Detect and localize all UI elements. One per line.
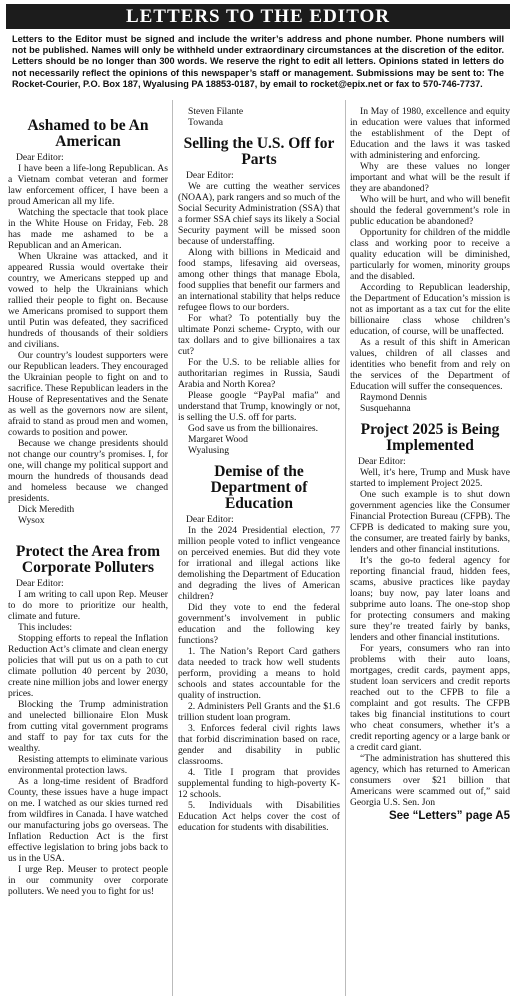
paragraph: Resisting attempts to eliminate various environmental protection laws. (8, 754, 168, 776)
signature-name: Dick Meredith (18, 504, 75, 515)
salutation: Dear Editor: (16, 152, 64, 163)
column-rule (345, 100, 346, 996)
submission-guidelines: Letters to the Editor must be signed and include the writer’s address and phone number. Phone numbers will not be published. Names will only be withheld under extraordinary circumstances at the discretion of the editor. Letters should be no longer than 300 words. We reserve the right to edit all letters. Opinions stated in letters do not necessarily reflect the opinions of this newspaper’s staff or management. Submissions may be sent to: The Rocket-Courier, P.O. Box 187, Wyalusing PA 18853-0187, by email to rocket@epix.net or fax to 570-746-7737. (12, 34, 504, 89)
paragraph: 5. Individuals with Disabilities Education Act helps cover the cost of education for students with disabilities. (178, 800, 340, 833)
signature-name: Steven Filante (188, 106, 244, 117)
column-3 (350, 106, 510, 822)
letter-headline: Project 2025 is Being Implemented (360, 421, 500, 454)
paragraph: I urge Rep. Meuser to protect people in our community over corporate polluters. We need you to fight for us! (8, 864, 168, 897)
paragraph: 3. Enforces federal civil rights laws that forbid discrimination based on race, gender and disability in public classrooms. (178, 723, 340, 767)
paragraph: It’s the go-to federal agency for reporting financial fraud, hidden fees, scams, abusive practices like payday loans; buy now, pay later loans and subprime auto loans. The one-stop shop for protecting consumers and making sure they’re treated fairly by banks, lenders and other financial institutions. (350, 555, 510, 643)
paragraph: 2. Administers Pell Grants and the $1.6 trillion student loan program. (178, 701, 340, 723)
paragraph: Did they vote to end the federal government’s involvement in public education and the following key functions? (178, 602, 340, 646)
paragraph: God save us from the billionaires. (188, 423, 319, 434)
letter-ashamed (8, 118, 168, 526)
salutation: Dear Editor: (186, 514, 234, 525)
paragraph: Stopping efforts to repeal the Inflation Reduction Act’s climate and clean energy policies that will put us on a path to cut climate pollution 40 percent by 2030, create nine million jobs and lower energy prices. (8, 633, 168, 699)
paragraph: I have been a life-long Republican. As a Vietnam combat veteran and former law enforcement officer, I have been a proud American all my life. (8, 163, 168, 207)
section-banner: LETTERS TO THE EDITOR (6, 4, 510, 29)
paragraph: We are cutting the weather services (NOAA), park rangers and so much of the Social Security Administration (SSA) that a former SSA chief says its likely a Social Security payment will be missed soon because of understaffing. (178, 181, 340, 247)
paragraph: In the 2024 Presidential election, 77 million people voted to inflict vengeance on perceived enemies. But did they vote for irrational and illegal actions like demolishing the Department of Education and degrading the lives of American children? (178, 525, 340, 602)
continued-jump-line: See “Letters” page A5 (388, 810, 510, 822)
paragraph: Watching the spectacle that took place in the White House on Friday, Feb. 28 has made me ashamed to be a Republican and an American. (8, 207, 168, 251)
signature-town: Towanda (188, 117, 224, 128)
salutation: Dear Editor: (358, 456, 406, 467)
paragraph: For years, consumers who ran into problems with their auto loans, mortgages, credit cards, payment apps, student loan servicers and credit reports reached out to the CFPB to file a complaint and got results. The CFPB takes big financial institutions to court who cheat consumers, whether it’s a credit reporting agency or a large bank or a credit card giant. (350, 643, 510, 753)
paragraph: As a long-time resident of Bradford County, these issues have a huge impact on me. I watched as our skies turned red from wildfires in Canada. I have watched our manufacturing jobs go overseas. The Inflation Reduction Act is the first effective legislation to bring jobs back to us in the USA. (8, 776, 168, 864)
signature-town: Susquehanna (360, 403, 411, 414)
column-1 (8, 100, 168, 897)
paragraph: As a result of this shift in American values, children of all classes and identities who benefit from and rely on the services of the Department of Education will suffer the consequences. (350, 337, 510, 392)
column-2 (178, 106, 340, 833)
paragraph: “The administration has shuttered this agency, which has returned to American consumers over $21 billion that Americans were scammed out of,” said Georgia U.S. Sen. Jon (350, 753, 510, 808)
paragraph: Along with billions in Medicaid and food stamps, lifesaving aid overseas, among other things that manage Ebola, food supplies that benefit our farmers and an international stability that helps reduce refugee flows to our borders. (178, 247, 340, 313)
paragraph: For what? To potentially buy the ultimate Ponzi scheme- Crypto, with our tax dollars and to give billionaires a tax cut? (178, 313, 340, 357)
paragraph: 4. Title I program that provides supplemental funding to high-poverty K-12 schools. (178, 767, 340, 800)
paragraph: Blocking the Trump administration and unelected billionaire Elon Musk from cutting vital government programs and staff to pay for tax cuts for the wealthy. (8, 699, 168, 754)
paragraph: For the U.S. to be reliable allies for authoritarian regimes in Russia, Saudi Arabia and North Korea? (178, 357, 340, 390)
column-rule (172, 100, 173, 996)
paragraph: I am writing to call upon Rep. Meuser to do more to prioritize our health, climate and future. (8, 589, 168, 622)
letter-protect (8, 544, 168, 897)
letter-demise (178, 464, 340, 833)
paragraph: Our country’s loudest supporters were our Republican leaders. They encouraged the Ukrainian people to fight on and to sacrifice. These Republican leaders in the House of Representatives and the Senate as well as the governors now are silent, afraid to stand as proud men and women, cowards to position and power. (8, 350, 168, 438)
paragraph: Please google “PayPal mafia” and understand that Trump, knowingly or not, is selling the U.S. off for parts. (178, 390, 340, 423)
paragraph: In May of 1980, excellence and equity in education were values that informed the establishment of the Dept of Education and the laws it was tasked with administering and enforcing. (350, 106, 510, 161)
paragraph: Opportunity for children of the middle class and working poor to receive a quality education will be diminished, particularly for women, minority groups and the disabled. (350, 227, 510, 282)
letter-headline: Protect the Area from Corporate Polluters (15, 543, 161, 576)
paragraph: Who will be hurt, and who will benefit should the federal government’s role in public education be abandoned? (350, 194, 510, 227)
paragraph: Well, it’s here, Trump and Musk have started to implement Project 2025. (350, 467, 510, 489)
salutation: Dear Editor: (16, 578, 64, 589)
letter-selling (178, 136, 340, 456)
paragraph: Why are these values no longer important and what will be the result if they are abandoned? (350, 161, 510, 194)
signature-town: Wyalusing (188, 445, 229, 456)
salutation: Dear Editor: (186, 170, 234, 181)
letter-headline: Demise of the Department of Education (210, 463, 308, 512)
signature-town: Wysox (18, 515, 45, 526)
letter-project (350, 422, 510, 822)
paragraph: This includes: (18, 622, 73, 633)
paragraph: According to Republican leadership, the Department of Education’s mission is not as important as a tax cut for the elite billionaire class whose children’s education, of course, will be unaffected. (350, 282, 510, 337)
signature-name: Raymond Dennis (360, 392, 427, 403)
letter-headline: Ashamed to be An American (27, 117, 149, 150)
signature-name: Margaret Wood (188, 434, 248, 445)
paragraph: One such example is to shut down government agencies like the Consumer Financial Protection Bureau (CFPB). The CFPB is dedicated to making sure you, the consumer, are treated fairly by banks, lenders and other financial institutions. (350, 489, 510, 555)
letter-headline: Selling the U.S. Off for Parts (183, 135, 335, 168)
paragraph: Because we change presidents should not change our country’s promises. I, for one, will change my political support and mourn the hundreds of thousands dead and homeless because we changed presidents. (8, 438, 168, 504)
paragraph: When Ukraine was attacked, and it appeared Russia would overtake their country, we Americans stepped up and vowed to help the Ukrainians which rallied their people to fight on. Because we Americans promised to support them until Putin was defeated, they sacrificed hundreds of thousands of their soldiers and civilians. (8, 251, 168, 350)
paragraph: 1. The Nation’s Report Card gathers data needed to track how well students perform, providing a means to hold schools and states accountable for the quality of instruction. (178, 646, 340, 701)
